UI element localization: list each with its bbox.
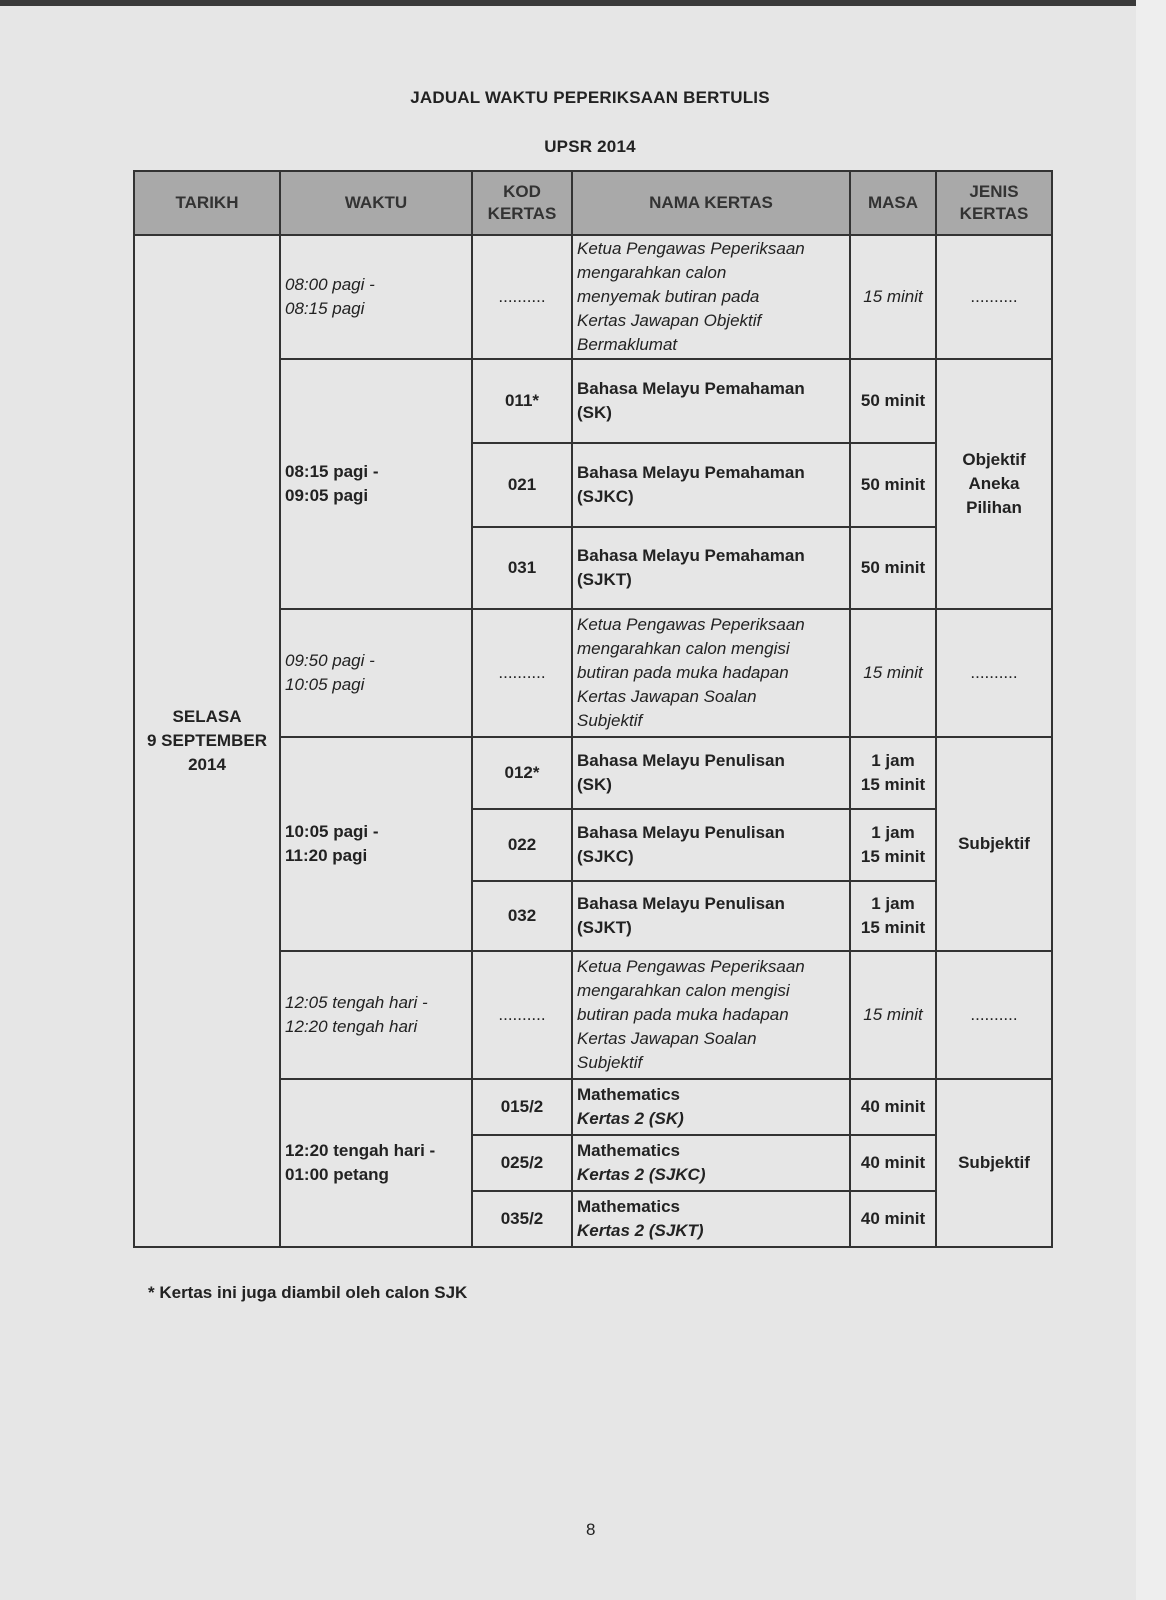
kod-cell: .......... [472,951,572,1079]
header-jenis-kertas: JENIS KERTAS [936,171,1052,235]
footnote: * Kertas ini juga diambil oleh calon SJK [148,1283,468,1302]
kod-cell: 025/2 [472,1135,572,1191]
header-waktu: WAKTU [280,171,472,235]
masa-cell: 1 jam 15 minit [850,737,936,809]
kod-cell: 021 [472,443,572,527]
page-subtitle: UPSR 2014 [544,137,636,156]
kod-cell: .......... [472,609,572,737]
kod-cell: .......... [472,235,572,359]
date-cell: SELASA 9 SEPTEMBER 2014 [134,235,280,1247]
waktu-cell: 10:05 pagi - 11:20 pagi [280,737,472,951]
masa-cell: 50 minit [850,443,936,527]
waktu-cell: 08:00 pagi - 08:15 pagi [280,235,472,359]
nama-cell: Ketua Pengawas Peperiksaan mengarahkan calon menyemak butiran pada Kertas Jawapan Objektif Bermaklumat [572,235,850,359]
masa-cell: 1 jam 15 minit [850,881,936,951]
nama-cell: Bahasa Melayu Penulisan (SK) [572,737,850,809]
header-nama-kertas: NAMA KERTAS [572,171,850,235]
jenis-cell: .......... [936,609,1052,737]
header-masa: MASA [850,171,936,235]
waktu-cell: 08:15 pagi - 09:05 pagi [280,359,472,609]
kod-cell: 035/2 [472,1191,572,1247]
kod-cell: 012* [472,737,572,809]
masa-cell: 40 minit [850,1191,936,1247]
masa-cell: 50 minit [850,359,936,443]
page-title: JADUAL WAKTU PEPERIKSAAN BERTULIS [410,88,770,107]
kod-cell: 015/2 [472,1079,572,1135]
masa-cell: 15 minit [850,951,936,1079]
kod-cell: 032 [472,881,572,951]
nama-cell: Mathematics Kertas 2 (SK) [572,1079,850,1135]
masa-cell: 40 minit [850,1135,936,1191]
nama-cell: Bahasa Melayu Penulisan (SJKT) [572,881,850,951]
jenis-cell: Subjektif [936,1079,1052,1247]
nama-cell: Bahasa Melayu Penulisan (SJKC) [572,809,850,881]
header-row [134,171,1052,235]
kod-cell: 031 [472,527,572,609]
jenis-cell: .......... [936,235,1052,359]
page-edge [1136,0,1166,1600]
nama-cell: Mathematics Kertas 2 (SJKT) [572,1191,850,1247]
page-number: 8 [586,1520,596,1539]
kod-cell: 011* [472,359,572,443]
header-tarikh: TARIKH [134,171,280,235]
nama-cell: Ketua Pengawas Peperiksaan mengarahkan calon mengisi butiran pada muka hadapan Kertas Jawapan Soalan Subjektif [572,609,850,737]
waktu-cell: 12:20 tengah hari - 01:00 petang [280,1079,472,1247]
header-kod-kertas: KOD KERTAS [472,171,572,235]
masa-cell: 40 minit [850,1079,936,1135]
masa-cell: 15 minit [850,609,936,737]
masa-cell: 1 jam 15 minit [850,809,936,881]
waktu-cell: 12:05 tengah hari - 12:20 tengah hari [280,951,472,1079]
masa-cell: 50 minit [850,527,936,609]
table-row [134,235,1052,359]
waktu-cell: 09:50 pagi - 10:05 pagi [280,609,472,737]
nama-cell: Bahasa Melayu Pemahaman (SJKC) [572,443,850,527]
jenis-cell: .......... [936,951,1052,1079]
top-edge [0,0,1140,6]
exam-schedule-table [133,170,1053,1248]
jenis-cell: Subjektif [936,737,1052,951]
masa-cell: 15 minit [850,235,936,359]
nama-cell: Bahasa Melayu Pemahaman (SK) [572,359,850,443]
kod-cell: 022 [472,809,572,881]
jenis-cell: Objektif Aneka Pilihan [936,359,1052,609]
nama-cell: Mathematics Kertas 2 (SJKC) [572,1135,850,1191]
nama-cell: Ketua Pengawas Peperiksaan mengarahkan calon mengisi butiran pada muka hadapan Kertas Jawapan Soalan Subjektif [572,951,850,1079]
nama-cell: Bahasa Melayu Pemahaman (SJKT) [572,527,850,609]
